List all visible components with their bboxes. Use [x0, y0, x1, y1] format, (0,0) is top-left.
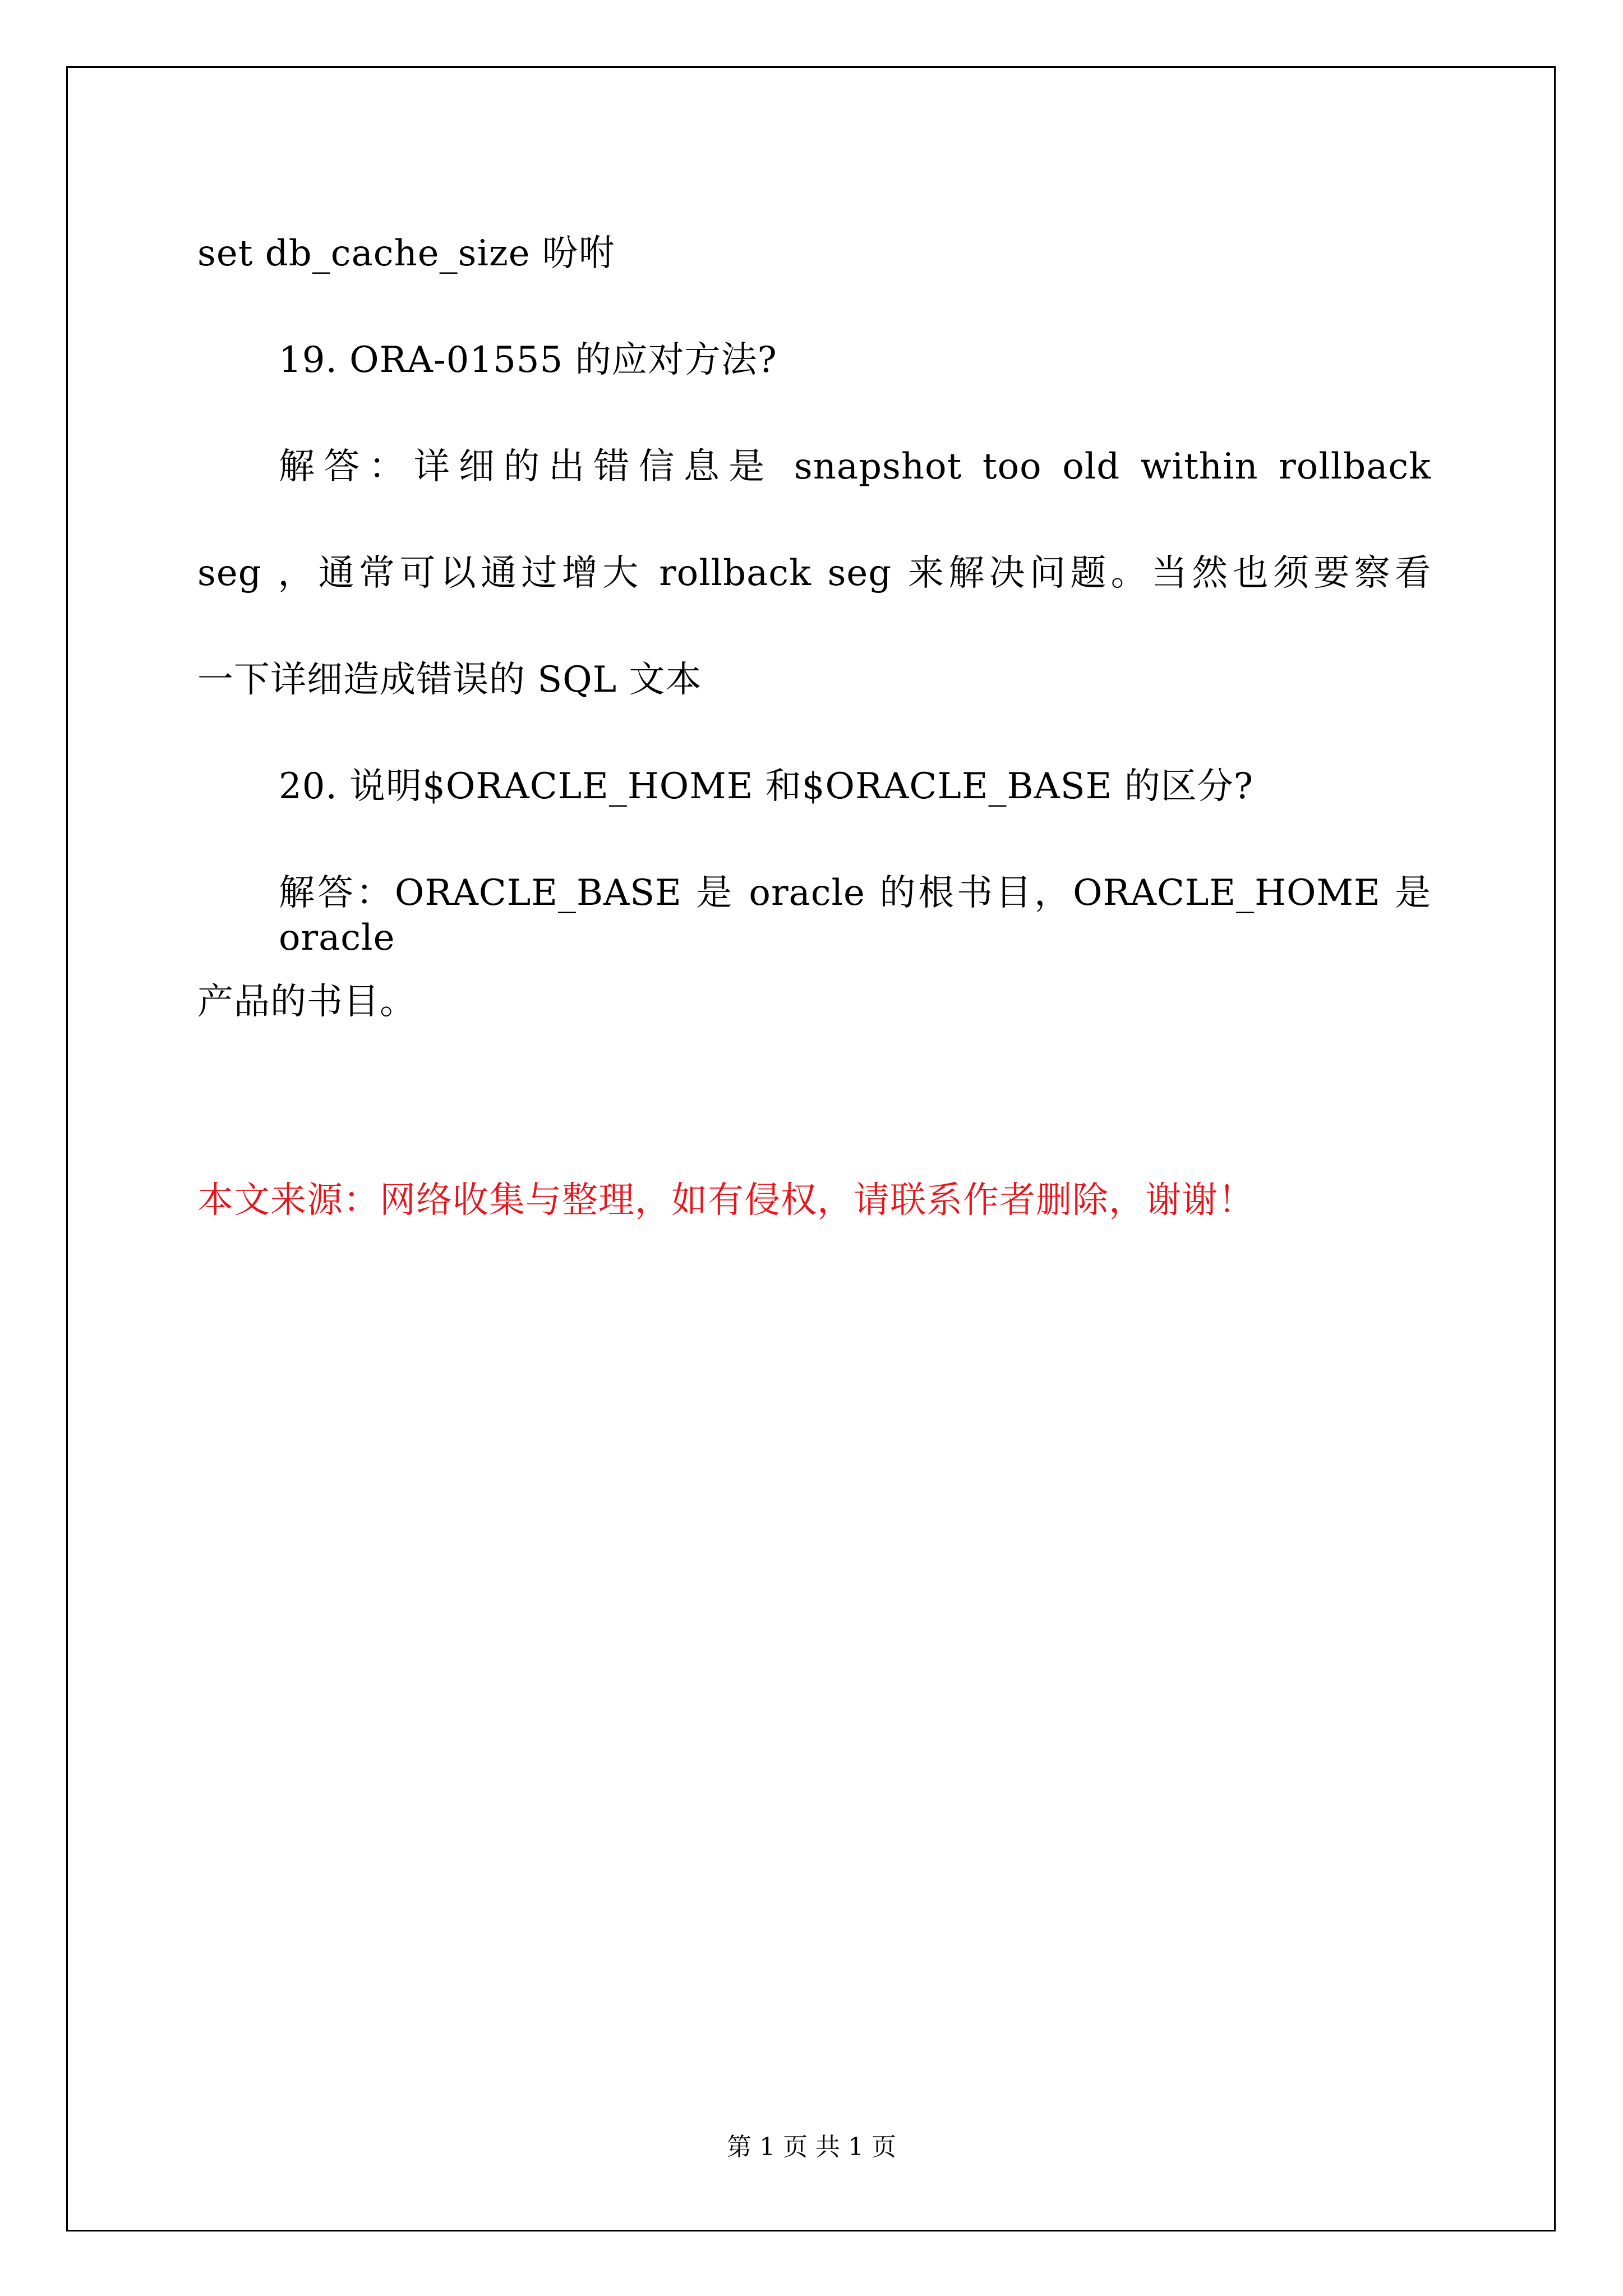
- source-note: 本文来源：网络收集与整理，如有侵权，请联系作者删除，谢谢！: [197, 1180, 1255, 1221]
- answer-20-line-1: 解答：ORACLE_BASE 是 oracle 的根书目，ORACLE_HOME 是 oracle: [279, 872, 1431, 959]
- page-footer: 第 1 页 共 1 页: [727, 2133, 896, 2161]
- answer-20-line-2: 产品的书目。: [197, 981, 416, 1023]
- answer-19-line-1: 解答：详细的出错信息是 snapshot too old within rollback: [279, 446, 1431, 487]
- answer-19-line-3: 一下详细造成错误的 SQL 文本: [197, 659, 702, 701]
- question-19: 19. ORA-01555 的应对方法?: [279, 339, 777, 381]
- question-20: 20. 说明$ORACLE_HOME 和$ORACLE_BASE 的区分?: [279, 766, 1254, 807]
- answer-19-line-2: seg ，通常可以通过增大 rollback seg 来解决问题。当然也须要察看: [197, 553, 1431, 594]
- text-line-cache-size: set db_cache_size 吩咐: [197, 233, 615, 274]
- page-border: [66, 66, 1556, 2231]
